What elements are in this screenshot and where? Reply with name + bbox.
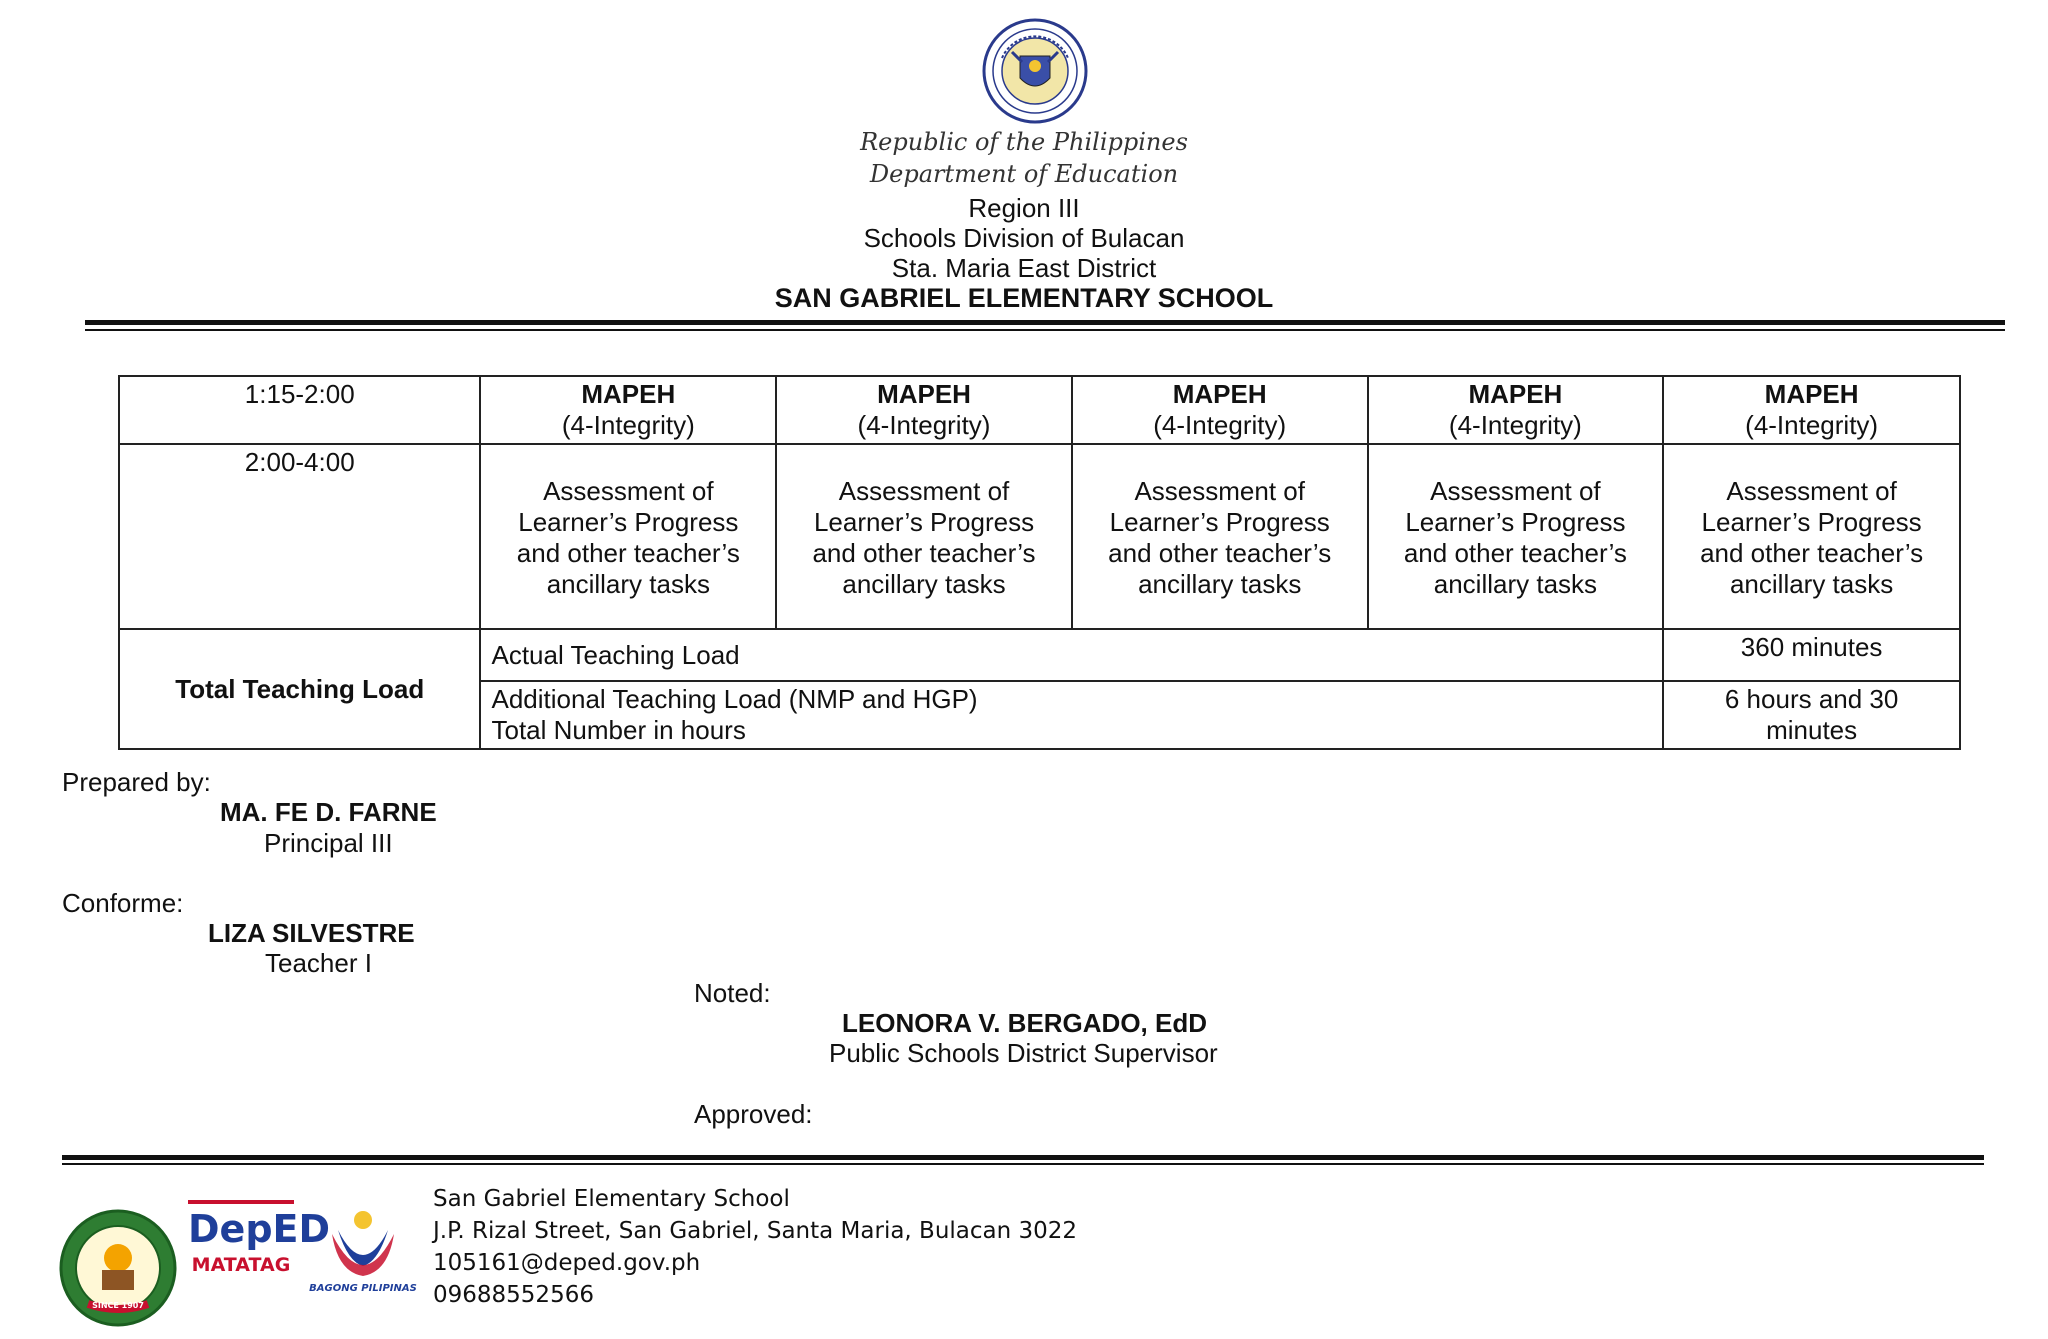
deped-seal-logo — [982, 18, 1088, 124]
time-cell: 1:15-2:00 — [119, 376, 480, 444]
task-cell: Assessment of Learner’s Progress and other teacher’s ancillary tasks — [1072, 444, 1368, 629]
approved-label: Approved: — [694, 1099, 813, 1129]
footer-contact — [433, 1183, 1077, 1311]
additional-load-label: Additional Teaching Load (NMP and HGP) — [491, 684, 978, 714]
header-region: Region III — [968, 193, 1080, 223]
school-seal-logo — [58, 1208, 178, 1328]
task-cell: Assessment of Learner’s Progress and other teacher’s ancillary tasks — [1368, 444, 1664, 629]
header-district: Sta. Maria East District — [891, 253, 1157, 283]
additional-load-cell — [480, 681, 1663, 749]
header-department: Department of Education — [869, 160, 1179, 188]
prepared-by-label: Prepared by: — [62, 767, 211, 797]
header-republic: Republic of the Philippines — [860, 128, 1188, 156]
conforme-name: LIZA SILVESTRE — [208, 918, 415, 948]
conforme-title: Teacher I — [265, 948, 372, 978]
svg-text:SINCE 1907: SINCE 1907 — [92, 1301, 144, 1310]
noted-title: Public Schools District Supervisor — [829, 1038, 1218, 1068]
header-division: Schools Division of Bulacan — [863, 223, 1185, 253]
subject-cell: MAPEH (4-Integrity) — [1368, 376, 1664, 444]
table-row — [119, 376, 1960, 444]
subject-cell: MAPEH (4-Integrity) — [776, 376, 1072, 444]
deped-brand-text: DepED — [188, 1207, 331, 1251]
total-teaching-load-label: Total Teaching Load — [119, 629, 480, 749]
matatag-text: MATATAG — [191, 1254, 291, 1276]
footer-email: 105161@deped.gov.ph — [433, 1250, 701, 1276]
total-hours-label: Total Number in hours — [491, 715, 746, 745]
actual-teaching-load-value: 360 minutes — [1663, 629, 1960, 681]
footer-address: J.P. Rizal Street, San Gabriel, Santa Maria, Bulacan 3022 — [433, 1218, 1078, 1244]
time-cell: 2:00-4:00 — [119, 444, 480, 629]
header-school-name: SAN GABRIEL ELEMENTARY SCHOOL — [774, 283, 1274, 313]
bagong-pilipinas-emblem — [308, 1200, 418, 1278]
footer-divider — [62, 1155, 1984, 1165]
actual-teaching-load-label: Actual Teaching Load — [480, 629, 1663, 681]
bagong-pilipinas-logo — [308, 1200, 418, 1300]
conforme-label: Conforme: — [62, 888, 184, 918]
deped-matatag-logo — [188, 1200, 331, 1300]
subject-cell: MAPEH (4-Integrity) — [480, 376, 776, 444]
noted-name: LEONORA V. BERGADO, EdD — [842, 1008, 1208, 1038]
prepared-by-title: Principal III — [264, 828, 393, 858]
footer-phone: 09688552566 — [433, 1282, 594, 1308]
subject-cell: MAPEH (4-Integrity) — [1072, 376, 1368, 444]
table-row — [119, 444, 1960, 629]
footer-school-name: San Gabriel Elementary School — [433, 1186, 790, 1212]
schedule-table — [118, 375, 1961, 750]
total-hours-value: 6 hours and 30 minutes — [1663, 681, 1960, 749]
header-divider — [85, 320, 2005, 331]
bagong-pilipinas-text: BAGONG PILIPINAS — [309, 1283, 417, 1294]
task-cell: Assessment of Learner’s Progress and other teacher’s ancillary tasks — [480, 444, 776, 629]
task-cell: Assessment of Learner’s Progress and other teacher’s ancillary tasks — [1663, 444, 1960, 629]
subject-cell: MAPEH (4-Integrity) — [1663, 376, 1960, 444]
table-row — [119, 629, 1960, 681]
noted-label: Noted: — [694, 978, 771, 1008]
prepared-by-name: MA. FE D. FARNE — [220, 797, 437, 827]
task-cell: Assessment of Learner’s Progress and other teacher’s ancillary tasks — [776, 444, 1072, 629]
